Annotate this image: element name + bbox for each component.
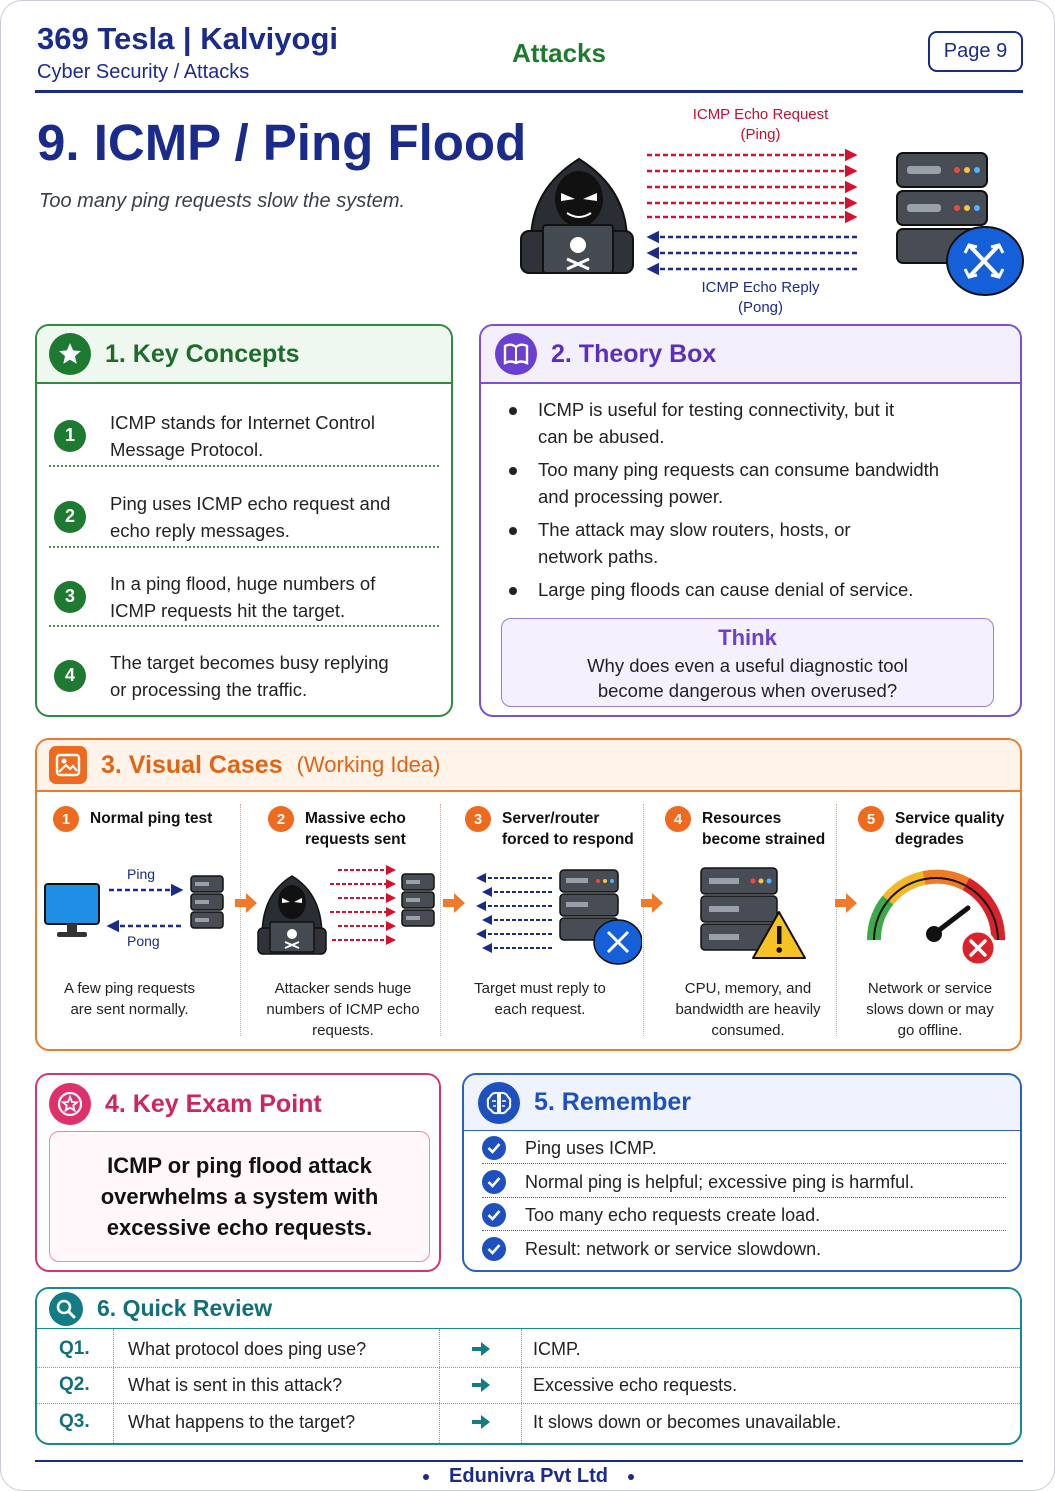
theory-item: ICMP is useful for testing connectivity, but it can be abused.	[503, 396, 1000, 450]
question-text: What protocol does ping use?	[128, 1338, 367, 1359]
router-icon	[594, 920, 642, 964]
divider	[643, 804, 644, 1036]
arrow-right-icon	[471, 1414, 491, 1430]
brain-icon	[478, 1082, 520, 1124]
concept-number: 2	[54, 501, 86, 533]
normal-ping-illustration	[43, 862, 233, 962]
check-icon	[482, 1203, 506, 1227]
remember-text: Too many echo requests create load.	[525, 1204, 821, 1225]
case-description: CPU, memory, and bandwidth are heavily consumed.	[675, 980, 821, 1039]
echo-request-label	[673, 105, 848, 145]
case-title: Service quality degrades	[895, 810, 1005, 848]
question-number: Q3.	[59, 1411, 90, 1432]
case-2	[242, 792, 438, 1051]
remember-item	[482, 1131, 1006, 1165]
case-description: Attacker sends huge numbers of ICMP echo requests.	[266, 980, 420, 1039]
exam-point-header	[37, 1075, 439, 1133]
check-icon	[482, 1237, 506, 1261]
ping-reply-arrows	[649, 237, 857, 269]
reply-arrows	[478, 878, 552, 948]
company-name: Edunivra Pvt Ltd	[449, 1465, 608, 1487]
case-number: 1	[53, 806, 79, 832]
quick-review-title: 6. Quick Review	[97, 1295, 273, 1321]
question-number: Q1.	[59, 1338, 90, 1359]
hacker-icon	[521, 159, 633, 273]
divider	[49, 625, 439, 627]
computer-icon	[45, 884, 99, 937]
theory-item: The attack may slow routers, hosts, or network paths.	[503, 516, 1000, 570]
think-question: Why does even a useful diagnostic tool become dangerous when overused?	[587, 655, 908, 701]
visual-cases-header	[37, 740, 1020, 792]
badge-star-icon	[49, 1083, 91, 1125]
speed-gauge-icon	[866, 864, 1006, 968]
pong-label: Pong	[127, 933, 160, 949]
page-title: 9. ICMP / Ping Flood	[37, 114, 527, 171]
concept-text: In a ping flood, huge numbers of ICMP requests hit the target.	[110, 572, 376, 621]
case-number: 3	[465, 806, 491, 832]
server-icon	[191, 876, 223, 928]
divider	[49, 465, 439, 467]
answer-text: Excessive echo requests.	[533, 1374, 738, 1395]
question-number: Q2.	[59, 1374, 90, 1395]
remember-header	[464, 1075, 1020, 1131]
case-title: Server/router forced to respond	[502, 810, 634, 848]
case-description: Network or service slows down or may go offline.	[866, 980, 994, 1039]
remember-text: Normal ping is helpful; excessive ping is harmful.	[525, 1171, 915, 1192]
case-3	[442, 792, 642, 1051]
divider	[440, 804, 441, 1036]
case-5	[838, 792, 1022, 1051]
case-number: 5	[858, 806, 884, 832]
remember-title: 5. Remember	[534, 1088, 692, 1116]
hacker-icon	[258, 876, 326, 954]
server-icon	[402, 874, 434, 926]
arrow-right-icon	[471, 1377, 491, 1393]
concept-number: 1	[54, 420, 86, 452]
error-icon	[961, 931, 995, 965]
echo-reply-label-line2: (Pong)	[737, 299, 784, 316]
divider	[482, 1163, 1006, 1164]
case-title: Normal ping test	[90, 810, 213, 827]
massive-echo-illustration	[252, 862, 438, 962]
case-title: Resources become strained	[702, 810, 826, 848]
theory-item: Too many ping requests can consume bandwidth and processing power.	[503, 456, 1000, 510]
answer-text: ICMP.	[533, 1338, 581, 1359]
footer-divider	[35, 1460, 1023, 1462]
check-icon	[482, 1136, 506, 1160]
question-text: What is sent in this attack?	[128, 1374, 343, 1395]
ping-label: Ping	[127, 866, 156, 882]
echo-request-label-line1: ICMP Echo Request	[692, 106, 829, 123]
theory-panel	[479, 324, 1022, 717]
case-title: Massive echo requests sent	[305, 810, 406, 848]
concept-item	[49, 477, 439, 556]
case-number: 4	[665, 806, 691, 832]
key-concepts-title: 1. Key Concepts	[105, 339, 300, 368]
remember-item	[482, 1198, 1006, 1232]
divider	[836, 804, 837, 1036]
divider	[49, 546, 439, 548]
concept-item	[49, 396, 439, 475]
echo-reply-label-line1: ICMP Echo Reply	[701, 279, 820, 296]
divider	[482, 1230, 1006, 1231]
page-number-badge: Page 9	[928, 31, 1023, 72]
remember-item	[482, 1165, 1006, 1199]
arrow-right-icon	[471, 1341, 491, 1357]
strained-server-illustration	[691, 860, 811, 970]
bullet-icon	[423, 1474, 429, 1480]
image-icon	[49, 746, 87, 784]
review-row	[37, 1367, 1020, 1403]
server-respond-illustration	[472, 858, 642, 968]
review-row	[37, 1331, 1020, 1367]
concept-item	[49, 636, 439, 715]
review-row	[37, 1404, 1020, 1440]
magnifier-icon	[49, 1292, 83, 1326]
header-divider	[35, 90, 1023, 93]
theory-list	[503, 396, 1000, 609]
request-arrows	[330, 870, 394, 940]
concept-text: Ping uses ICMP echo request and echo reply messages.	[110, 492, 391, 541]
concept-number: 3	[54, 581, 86, 613]
case-description: Target must reply to each request.	[474, 980, 606, 1018]
router-icon	[947, 227, 1023, 295]
theory-title: 2. Theory Box	[551, 339, 717, 368]
exam-point-title: 4. Key Exam Point	[105, 1089, 322, 1118]
divider	[240, 804, 241, 1036]
breadcrumb: Cyber Security / Attacks	[37, 61, 250, 83]
concept-number: 4	[54, 660, 86, 692]
case-number: 2	[268, 806, 294, 832]
bullet-icon	[628, 1474, 634, 1480]
brand-title: 369 Tesla | Kalviyogi	[37, 21, 339, 56]
key-concepts-header	[37, 326, 451, 384]
quick-review-panel	[35, 1287, 1022, 1445]
ping-request-arrows	[647, 155, 855, 217]
think-box	[501, 618, 994, 707]
exam-point-panel	[35, 1073, 441, 1272]
case-description: A few ping requests are sent normally.	[64, 980, 195, 1018]
remember-text: Result: network or service slowdown.	[525, 1238, 822, 1259]
key-concepts-panel	[35, 324, 453, 717]
check-icon	[482, 1170, 506, 1194]
visual-cases-panel	[35, 738, 1022, 1051]
hero-illustration	[517, 141, 1027, 301]
remember-panel	[462, 1073, 1022, 1272]
star-icon	[49, 333, 91, 375]
visual-cases-title: 3. Visual Cases	[101, 750, 283, 779]
exam-point-statement: ICMP or ping flood attack overwhelms a system with excessive echo requests.	[49, 1131, 430, 1262]
visual-cases-subtitle: (Working Idea)	[296, 752, 441, 777]
book-icon	[495, 333, 537, 375]
theory-item: Large ping floods can cause denial of service.	[503, 576, 1000, 603]
question-text: What happens to the target?	[128, 1411, 356, 1432]
page-subtitle: Too many ping requests slow the system.	[39, 190, 406, 212]
footer	[1, 1465, 1055, 1488]
remember-item	[482, 1232, 1006, 1266]
echo-request-label-line2: (Ping)	[740, 126, 781, 143]
quick-review-header	[37, 1289, 1020, 1329]
concept-text: The target becomes busy replying or processing the traffic.	[110, 651, 389, 700]
section-label: Attacks	[512, 38, 606, 68]
concept-text: ICMP stands for Internet Control Message Protocol.	[110, 411, 375, 460]
case-4	[645, 792, 845, 1051]
case-1	[37, 792, 237, 1051]
theory-header	[481, 326, 1020, 384]
answer-text: It slows down or becomes unavailable.	[533, 1411, 842, 1432]
remember-text: Ping uses ICMP.	[525, 1137, 657, 1158]
think-title: Think	[718, 625, 777, 650]
